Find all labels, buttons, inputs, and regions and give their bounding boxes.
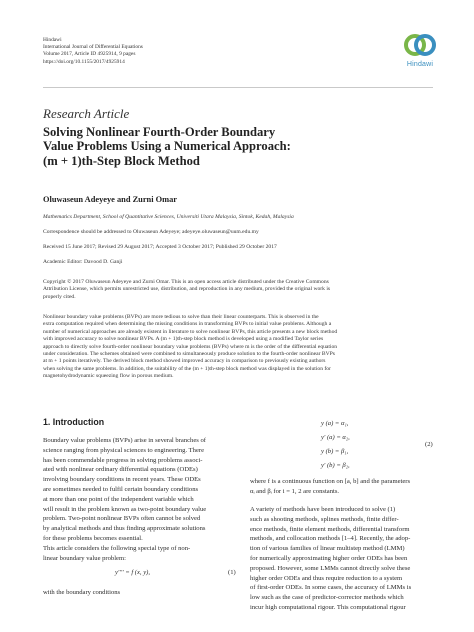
abstract-line: at m + 1 points iteratively. The derived block method showed improved accuracy in comparison to previously existing authors bbox=[43, 358, 326, 365]
body-line: linear boundary value problem: bbox=[43, 554, 126, 562]
title-line: Value Problems Using a Numerical Approach: bbox=[43, 139, 291, 154]
copyright-line: Attribution License, which permits unrestricted use, distribution, and reproduction in any medium, provided the original work is bbox=[43, 286, 331, 293]
body-line: has been commendable progress in solving problems associ- bbox=[43, 456, 203, 464]
body-line: This article considers the following special type of non- bbox=[43, 544, 191, 552]
header-divider bbox=[43, 87, 433, 88]
publisher-name: Hindawi bbox=[43, 37, 62, 43]
correspondence: Correspondence should be addressed to Oluwaseun Adeyeye; adeyeye.oluwaseun@uum.edu.my bbox=[43, 229, 259, 235]
body-line: for these problems becomes essential. bbox=[43, 534, 143, 542]
body-line: tion of various families of linear multistep method (LMM) bbox=[250, 545, 405, 553]
volume-line: Volume 2017, Article ID 4925914, 9 pages bbox=[43, 51, 136, 58]
body-line: proposed. However, some LMMs cannot directly solve these bbox=[250, 564, 411, 572]
abstract-line: under consideration. The schemes obtained were combined to simultaneously produce solution to the fourth-order nonlinear BVPs bbox=[43, 351, 335, 358]
abstract-line: extra computation required when determining the missing conditions in transforming BVPs to initial value problems. Although a bbox=[43, 321, 332, 328]
abstract-line: number of numerical approaches are already existent in literature to solve nonlinear BVPs, this article presents a new block method bbox=[43, 328, 338, 335]
academic-editor: Academic Editor: Davood D. Ganji bbox=[43, 259, 123, 265]
body-line: where f is a continuous function on [a, b] and the parameters bbox=[250, 478, 411, 485]
equation-1: y'''' = f (x, y), bbox=[115, 569, 150, 576]
body-line: involving boundary conditions in recent years. These ODEs bbox=[43, 476, 201, 484]
body-line: such as shooting methods, splines methods, finite differ- bbox=[250, 515, 399, 523]
body-line: A variety of methods have been introduced to solve (1) bbox=[250, 506, 396, 513]
body-line: at more than one point of the independent variable which bbox=[43, 495, 194, 503]
body-line: αᵢ and βᵢ for i = 1, 2 are constants. bbox=[250, 487, 340, 495]
body-line: ated with nonlinear ordinary differential equations (ODEs) bbox=[43, 466, 198, 474]
body-line: low such as the case of predictor-corrector methods which bbox=[250, 594, 404, 602]
body-line: incur high computational rigour. This computational rigour bbox=[250, 603, 406, 611]
title-line: (m + 1)th-Step Block Method bbox=[43, 153, 200, 168]
equation-2-line: y (a) = α₁, bbox=[321, 420, 349, 427]
paper-title bbox=[43, 125, 403, 168]
equation-2-line: y (b) = β₁, bbox=[321, 448, 349, 455]
equation-2-line: y' (a) = α₂, bbox=[321, 434, 350, 441]
body-line: methods, and collocation methods [1–4]. Recently, the adop- bbox=[250, 535, 411, 543]
equation-2-line: y' (b) = β₂, bbox=[321, 462, 350, 469]
right-column-text bbox=[250, 505, 442, 613]
body-line: with the boundary conditions bbox=[43, 589, 121, 596]
abstract bbox=[43, 314, 437, 381]
copyright-notice bbox=[43, 279, 437, 301]
hindawi-logo-icon bbox=[402, 32, 438, 58]
journal-info bbox=[43, 37, 143, 66]
body-line: by analytical methods and thus finding approximate solutions bbox=[43, 525, 206, 533]
equation-2-number: (2) bbox=[425, 441, 433, 448]
journal-name: International Journal of Differential Equations bbox=[43, 44, 143, 51]
body-line: problem. Two-point nonlinear BVPs often cannot be solved bbox=[43, 515, 201, 523]
article-type: Research Article bbox=[43, 106, 130, 121]
equation-1-number: (1) bbox=[228, 569, 236, 576]
section-heading: 1. Introduction bbox=[43, 417, 105, 427]
right-column-lead bbox=[250, 477, 410, 497]
body-line: will result in the problem known as two-point boundary value bbox=[43, 505, 207, 513]
title-line: Solving Nonlinear Fourth-Order Boundary bbox=[43, 125, 276, 139]
body-line: for numerically approximating higher order ODEs has been bbox=[250, 554, 408, 562]
affiliation: Mathematics Department, School of Quantitative Sciences, Universiti Utara Malaysia, Sintok, Kedah, Malaysia bbox=[43, 214, 294, 220]
body-line: of first-order ODEs. In some cases, the accuracy of LMMs is bbox=[250, 584, 412, 592]
abstract-line: when solving the same problems. In addition, the suitability of the (m + 1)th-step block method was displayed in the solution for bbox=[43, 365, 331, 372]
body-line: Boundary value problems (BVPs) arise in several branches of bbox=[43, 437, 206, 444]
abstract-line: Nonlinear boundary value problems (BVPs) are more tedious to solve than their linear counterparts. This is observed in the bbox=[43, 314, 319, 320]
copyright-line: Copyright © 2017 Oluwaseun Adeyeye and Zurni Omar. This is an open access article distributed under the Creative Commons bbox=[43, 279, 329, 285]
authors: Oluwaseun Adeyeye and Zurni Omar bbox=[43, 195, 178, 204]
abstract-line: approach to directly solve fourth-order nonlinear boundary value problems (BVPs) where m is the order of the differential equation bbox=[43, 343, 338, 350]
body-line: ence methods, finite element methods, differential transform bbox=[250, 525, 410, 533]
body-line: science ranging from physical sciences to engineering. There bbox=[43, 446, 204, 454]
copyright-line: properly cited. bbox=[43, 293, 76, 300]
abstract-line: with improved accuracy to solve nonlinear BVPs. A (m + 1)th-step block method is developed using a modified Taylor series bbox=[43, 336, 324, 343]
logo-wordmark: Hindawi bbox=[406, 61, 434, 68]
body-line: higher order ODEs and thus require reduction to a system bbox=[250, 574, 403, 582]
doi-link[interactable]: https://doi.org/10.1155/2017/4925914 bbox=[43, 58, 125, 65]
abstract-line: magnetohydrodynamic squeezing flow in porous medium. bbox=[43, 373, 174, 380]
body-line: are sometimes needed to fulfil certain boundary conditions bbox=[43, 485, 199, 493]
left-column-text bbox=[43, 436, 239, 563]
publication-dates: Received 15 June 2017; Revised 29 August 2017; Accepted 3 October 2017; Published 29 October 2017 bbox=[43, 244, 277, 250]
